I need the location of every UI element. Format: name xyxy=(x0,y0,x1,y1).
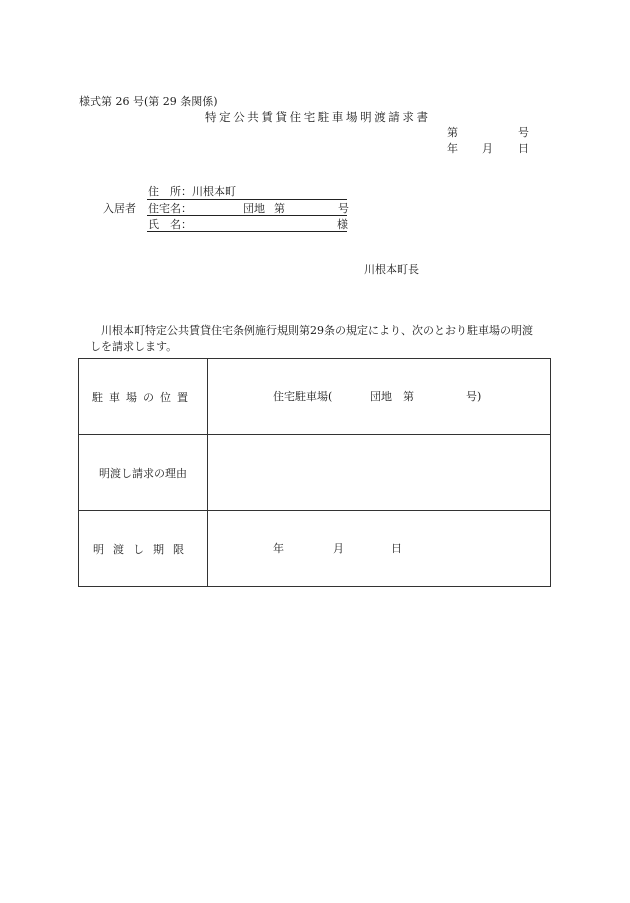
reason-label: 明渡し請求の理由 xyxy=(79,435,208,511)
housing-go: 号 xyxy=(338,202,349,215)
deadline-day: 日 xyxy=(391,542,402,555)
housing-underline xyxy=(147,215,347,216)
housing-dai: 第 xyxy=(274,202,285,215)
date-day: 日 xyxy=(518,142,529,155)
parking-go: 号) xyxy=(466,390,482,403)
name-suffix: 様 xyxy=(337,218,348,231)
housing-label: 住宅名： xyxy=(148,202,192,215)
recipient: 川根本町長 xyxy=(364,263,419,276)
parking-dai: 第 xyxy=(403,390,414,403)
address-label: 住 所：川根本町 xyxy=(148,185,236,198)
date-month: 月 xyxy=(482,142,493,155)
resident-label: 入居者 xyxy=(103,202,136,215)
body-line-1: 川根本町特定公共賃貸住宅条例施行規則第29条の規定により、次のとおり駐車場の明渡 xyxy=(101,324,533,337)
deadline-value xyxy=(208,511,551,587)
name-underline xyxy=(147,231,347,232)
body-line-2: しを請求します。 xyxy=(90,340,178,353)
request-table xyxy=(78,358,551,587)
document-title: 特定公共賃貸住宅駐車場明渡請求書 xyxy=(205,110,431,124)
table-row xyxy=(79,359,551,435)
deadline-month: 月 xyxy=(333,542,344,555)
doc-no-suffix: 号 xyxy=(518,126,529,139)
name-label: 氏 名： xyxy=(148,218,192,231)
housing-danchi: 団地 xyxy=(243,202,265,215)
parking-prefix: 住宅駐車場( xyxy=(273,390,333,403)
deadline-label: 明渡し期限 xyxy=(79,511,208,587)
parking-location-label: 駐車場の位置 xyxy=(79,359,208,435)
parking-location-value xyxy=(208,359,551,435)
doc-no-prefix: 第 xyxy=(447,126,458,139)
table-row xyxy=(79,435,551,511)
form-id: 様式第 26 号(第 29 条関係) xyxy=(79,95,218,108)
date-year: 年 xyxy=(447,142,458,155)
reason-value xyxy=(208,435,551,511)
table-row xyxy=(79,511,551,587)
deadline-year: 年 xyxy=(273,542,284,555)
address-underline xyxy=(147,199,347,200)
parking-danchi: 団地 xyxy=(370,390,392,403)
